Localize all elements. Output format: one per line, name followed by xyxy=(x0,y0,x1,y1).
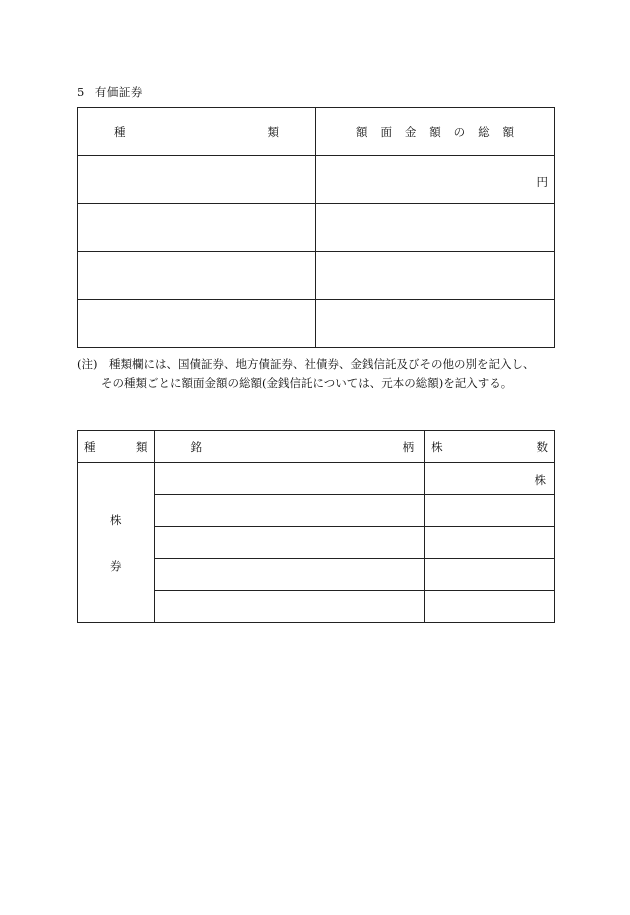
amount-cell[interactable] xyxy=(316,252,555,300)
amount-cell[interactable] xyxy=(316,300,555,348)
header-shares: 株 数 xyxy=(425,431,555,463)
header-face-amount-total: 額 面 金 額 の 総 額 xyxy=(316,108,555,156)
category-char: 券 xyxy=(110,558,122,573)
category-char: 株 xyxy=(110,512,122,527)
kind-cell[interactable] xyxy=(78,204,316,252)
footnote xyxy=(77,355,567,393)
header-kind: 種 類 xyxy=(78,431,155,463)
brand-cell[interactable] xyxy=(154,495,425,527)
stock-table xyxy=(77,430,555,623)
header-brand: 銘 柄 xyxy=(154,431,425,463)
shares-cell[interactable] xyxy=(425,495,555,527)
table-row xyxy=(78,204,555,252)
amount-cell[interactable] xyxy=(316,204,555,252)
section-number: 5 xyxy=(77,85,85,99)
header-kind: 種 類 xyxy=(78,108,316,156)
kind-cell[interactable] xyxy=(78,300,316,348)
brand-cell[interactable] xyxy=(154,591,425,623)
yen-unit: 円 xyxy=(536,175,548,189)
table-row xyxy=(78,156,555,204)
table-row xyxy=(78,252,555,300)
section-title: 有価証券 xyxy=(94,85,143,99)
shares-cell[interactable] xyxy=(425,527,555,559)
brand-cell[interactable] xyxy=(154,527,425,559)
category-stock-cell xyxy=(78,463,155,623)
table-row xyxy=(78,463,555,495)
shares-cell[interactable] xyxy=(425,463,555,495)
footnote-line-2: その種類ごとに額面金額の総額(金銭信託については、元本の総額)を記入する。 xyxy=(101,376,513,390)
table-row xyxy=(78,300,555,348)
kind-cell[interactable] xyxy=(78,252,316,300)
brand-cell[interactable] xyxy=(154,559,425,591)
shares-unit: 株 xyxy=(534,473,546,487)
table-header-row xyxy=(78,108,555,156)
table-header-row xyxy=(78,431,555,463)
kind-cell[interactable] xyxy=(78,156,316,204)
section-heading xyxy=(77,84,143,100)
shares-cell[interactable] xyxy=(425,591,555,623)
footnote-line-1: (注) 種類欄には、国債証券、地方債証券、社債券、金銭信託及びその他の別を記入し、 xyxy=(77,357,535,371)
shares-cell[interactable] xyxy=(425,559,555,591)
securities-amount-table xyxy=(77,107,555,348)
brand-cell[interactable] xyxy=(154,463,425,495)
amount-cell[interactable] xyxy=(316,156,555,204)
